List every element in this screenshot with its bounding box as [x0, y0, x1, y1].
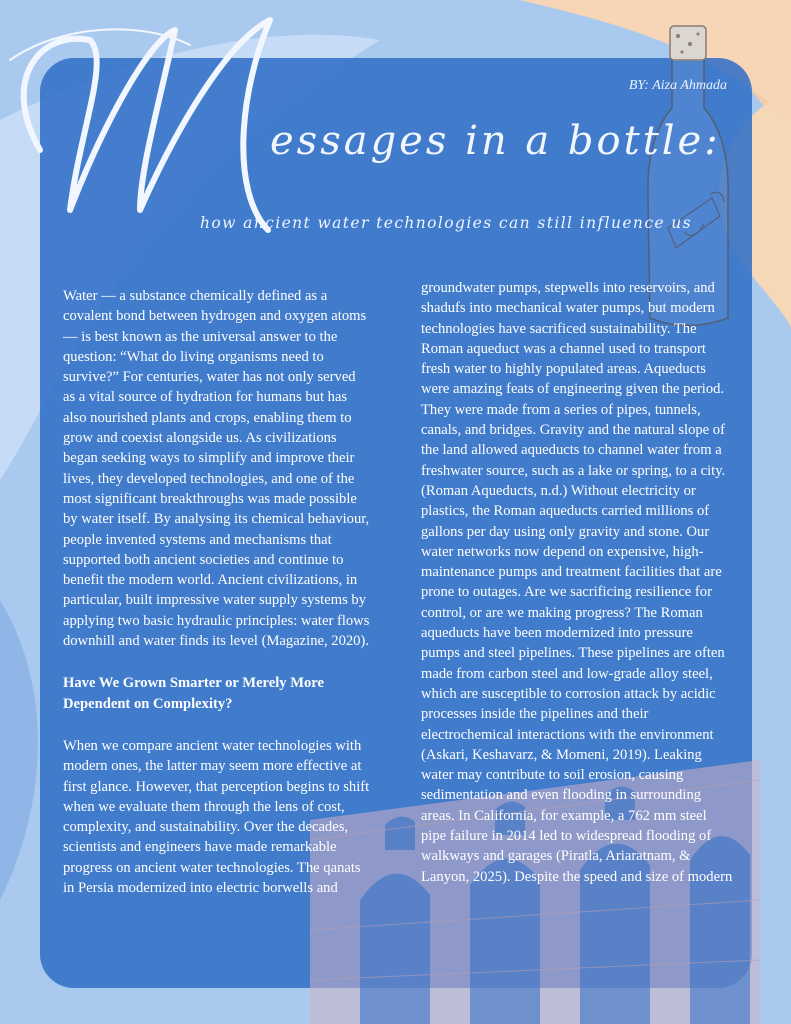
paragraph: Water — a substance chemically defined as a covalent bond between hydrogen and oxygen atoms — is best known as the universal answer to the question: “What do living organisms need to survive?” For centuries, water has not only served as a vital source of hydration for humans but has also nourished plants and crops, enabling them to grow and coexist alongside us. As civilizations began seeking ways to simplify and improve their lives, they developed technologies, and one of the most significant breakthroughs was made possible by water itself. By analysing its chemical behaviour, people invented systems and mechanisms that supported both ancient societies and continue to benefit the modern world. Ancient civilizations, in particular, built impressive water supply systems by applying two basic hydraulic principles: water flows downhill and water finds its level (Magazine, 2020).: [63, 288, 370, 650]
article-subtitle: how ancient water technologies can still influence us: [200, 214, 693, 232]
author-byline: BY: Aiza Ahmada: [628, 78, 727, 93]
section-heading: Have We Grown Smarter or Merely More Dependent on Complexity?: [63, 675, 324, 712]
paragraph: When we compare ancient water technologies with modern ones, the latter may seem more effective at first glance. However, that perception begins to shift when we evaluate them through the lens of cost, complexity, and sustainability. Over the decades, scientists and engineers have made remarkable progress on ancient water technologies. The qanats in Persia modernized into electric borwells and: [63, 737, 370, 897]
right-column: [421, 278, 733, 887]
article-title: essages in a bottle:: [270, 118, 721, 164]
left-column: [63, 286, 371, 898]
paragraph: groundwater pumps, stepwells into reservoirs, and shadufs into mechanical water pumps, but modern technologies have sacrificed sustainability. The Roman aqueduct was a channel used to transport fresh water to highly populated areas. Aqueducts were amazing feats of engineering given the period. They were made from a series of pipes, tunnels, canals, and bridges. Gravity and the natural slope of the land allowed aqueducts to channel water from a freshwater source, such as a lake or spring, to a city. (Roman Aqueducts, n.d.) Without electricity or plastics, the Roman aqueducts carried millions of gallons per day using only gravity and stone. Our water networks now depend on expensive, high-maintenance pumps and treatment facilities that are prone to outages. Are we sacrificing resilience for control, or are we making progress? The Roman aqueducts have been modernized into pressure pumps and steel pipelines. These pipelines are often made from carbon steel and low-grade alloy steel, which are susceptible to corrosion attack by acidic processes inside the pipelines and their electrochemical interactions with the environment (Askari, Keshavarz, & Momeni, 2019). Leaking water may contribute to soil erosion, causing sedimentation and even flooding in surrounding areas. In California, for example, a 762 mm steel pipe failure in 2014 led to widespread flooding of walkways and garages (Piratla, Ariaratnam, & Lanyon, 2025). Despite the speed and size of modern: [421, 280, 733, 885]
